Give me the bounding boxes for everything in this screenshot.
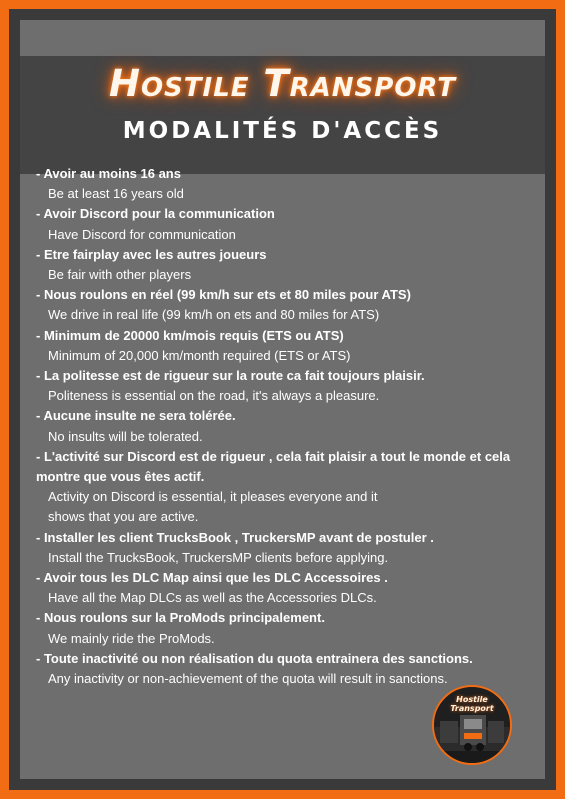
rule-english: Be fair with other players (48, 267, 192, 283)
rule-french: - Etre fairplay avec les autres joueurs (36, 246, 267, 262)
rule-french: - Avoir tous les DLC Map ainsi que les DLC Accessoires . (36, 570, 388, 586)
rule-french: - La politesse est de rigueur sur la route ca fait toujours plaisir. (36, 368, 425, 384)
rule-english: Activity on Discord is essential, it pleases everyone and it shows that you are active. (48, 489, 378, 525)
title-band (20, 56, 545, 174)
rule-item (36, 608, 536, 648)
rule-french: - L'activité sur Discord est de rigueur , cela fait plaisir a tout le monde et cela montre que vous êtes actif. (36, 448, 511, 485)
logo-text (434, 695, 510, 713)
rule-english: Politeness is essential on the road, it's always a pleasure. (48, 388, 380, 404)
rule-english: We drive in real life (99 km/h on ets and 80 miles for ATS) (48, 307, 380, 323)
rule-item (36, 326, 536, 366)
rule-item (36, 285, 536, 325)
rule-item (36, 406, 536, 446)
rule-english: Any inactivity or non-achievement of the quota will result in sanctions. (48, 671, 448, 687)
rule-english: No insults will be tolerated. (48, 428, 203, 444)
rule-french: - Installer les client TrucksBook , TruckersMP avant de postuler . (36, 529, 434, 545)
rules-list (36, 164, 536, 689)
rule-french: - Aucune insulte ne sera tolérée. (36, 408, 236, 424)
rule-item (36, 164, 536, 204)
rule-english: We mainly ride the ProMods. (48, 630, 215, 646)
rule-english: Be at least 16 years old (48, 186, 184, 202)
rule-english: Install the TrucksBook, TruckersMP clients before applying. (48, 549, 389, 565)
rule-french: - Toute inactivité ou non réalisation du quota entrainera des sanctions. (36, 650, 473, 666)
page-subtitle: MODALITÉS D'ACCÈS (122, 118, 443, 144)
rule-item (36, 568, 536, 608)
rule-item (36, 649, 536, 689)
logo-line-1: Hostile (456, 695, 488, 704)
team-logo (432, 685, 512, 765)
rule-french: - Avoir Discord pour la communication (36, 206, 275, 222)
rule-french: - Nous roulons sur la ProMods principalement. (36, 610, 325, 626)
rule-english: Minimum of 20,000 km/month required (ETS or ATS) (48, 347, 351, 363)
rule-item (36, 528, 536, 568)
logo-line-2: Transport (450, 704, 494, 713)
rule-item (36, 245, 536, 285)
rule-item (36, 366, 536, 406)
rule-french: - Avoir au moins 16 ans (36, 166, 181, 181)
rule-english: Have all the Map DLCs as well as the Accessories DLCs. (48, 590, 377, 606)
rule-french: - Nous roulons en réel (99 km/h sur ets et 80 miles pour ATS) (36, 287, 411, 303)
rule-item (36, 447, 536, 528)
rule-english: Have Discord for communication (48, 226, 236, 242)
rule-french: - Minimum de 20000 km/mois requis (ETS ou ATS) (36, 327, 344, 343)
rule-item (36, 204, 536, 244)
page-title: Hostile Transport (108, 62, 457, 105)
